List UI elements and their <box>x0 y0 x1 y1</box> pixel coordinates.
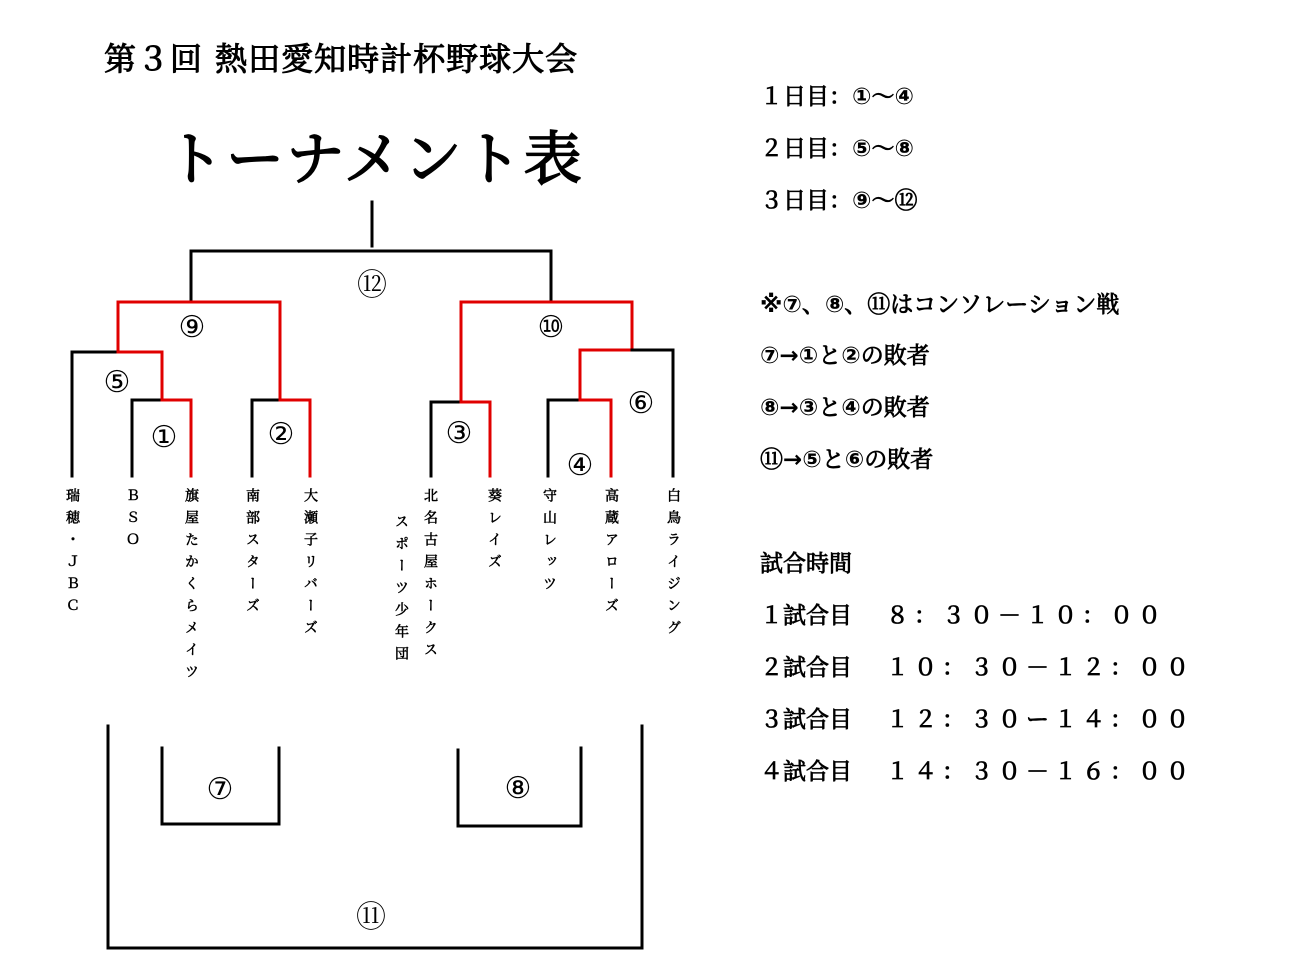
team-takakura-arrows: 高蔵アローズ <box>603 488 619 620</box>
day-schedule-2: ２日目：⑤～⑧ <box>760 136 914 162</box>
match-number-11: ⑪ <box>356 900 386 935</box>
game-times-heading: 試合時間 <box>760 551 852 577</box>
match-number-8: ⑧ <box>504 771 532 806</box>
game-time: １０：３０－１２：００ <box>886 655 1195 681</box>
match-number-10: ⑩ <box>537 310 565 345</box>
match6-left <box>580 350 632 400</box>
match-number-3: ③ <box>445 416 473 451</box>
team-mizuho-jbc: 瑞穂・ＪＢＣ <box>64 488 80 620</box>
bracket-heading: トーナメント表 <box>166 125 584 193</box>
consolation-rule-8: ⑧→③と④の敗者 <box>760 395 930 421</box>
tournament-title: 第３回 熱田愛知時計杯野球大会 <box>104 40 579 78</box>
consolation-note: ※⑦、⑧、⑪はコンソレーション戦 <box>760 292 1120 318</box>
match-number-2: ② <box>267 417 295 452</box>
match-number-7: ⑦ <box>206 772 234 807</box>
day-schedule-3: ３日目：⑨～⑫ <box>760 188 918 214</box>
match-number-5: ⑤ <box>103 365 131 400</box>
consolation-rule-11: ⑪→⑤と⑥の敗者 <box>760 447 934 473</box>
team-nanbu-stars: 南部スターズ <box>244 488 260 620</box>
team-oseko-rivers: 大瀬子リバーズ <box>302 488 318 642</box>
game-time: １２：３０ー１４：００ <box>886 707 1195 733</box>
team-aoi-rays: 葵レイズ <box>486 488 502 576</box>
game-label: ３試合目 <box>760 707 852 733</box>
match-number-4: ④ <box>566 448 594 483</box>
match-number-9: ⑨ <box>178 310 206 345</box>
team-bso: ＢＳＯ <box>124 488 140 554</box>
game-label: １試合目 <box>760 603 852 629</box>
team-kitanagoya-hawks: 北名古屋ホークス <box>422 488 438 664</box>
game-label: ４試合目 <box>760 759 852 785</box>
game-time: ８：３０－１０：００ <box>886 603 1167 629</box>
team-hataya-takakura-mates: 旗屋たかくらメイツ <box>183 488 199 686</box>
team-moriyama-lets: 守山レッツ <box>541 488 557 598</box>
game-label: ２試合目 <box>760 655 852 681</box>
day-schedule-1: １日目：①～④ <box>760 84 914 110</box>
match-number-6: ⑥ <box>627 386 655 421</box>
team-sports-shonendan: スポーツ少年団 <box>393 514 409 668</box>
consolation-rule-7: ⑦→①と②の敗者 <box>760 343 930 369</box>
match-number-1: ① <box>150 420 178 455</box>
match-number-12: ⑫ <box>357 268 387 303</box>
team-shiratori-rising: 白鳥ライジング <box>665 488 681 642</box>
game-time: １４：３０－１６：００ <box>886 759 1195 785</box>
